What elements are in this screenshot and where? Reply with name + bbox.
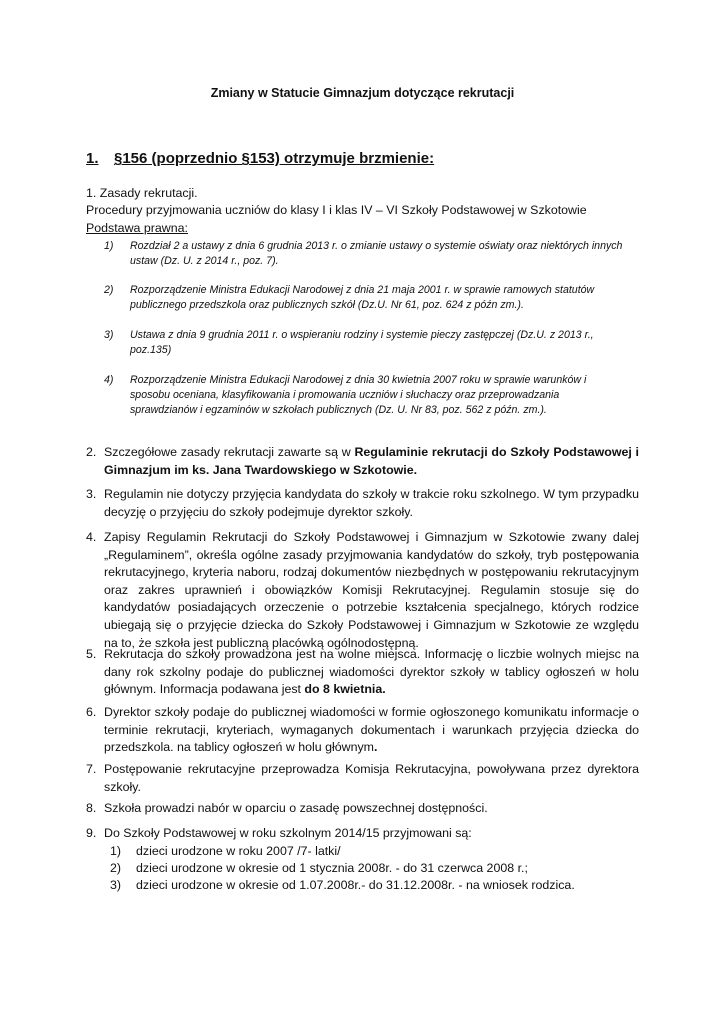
item-number: 2. <box>86 445 97 459</box>
legal-basis-text: Rozdział 2 a ustawy z dnia 6 grudnia 2013 r. o zmianie ustawy o systemie oświaty oraz niektórych innych ustaw (Dz. U. z 2014 r., poz. 7). <box>130 240 623 267</box>
list-item <box>86 761 639 796</box>
sub-list-item <box>104 877 624 895</box>
section-text: §156 (poprzednio §153) otrzymuje brzmienie: <box>114 150 435 167</box>
list-item <box>86 825 639 843</box>
legal-basis-label-text: Podstawa prawna: <box>86 221 188 235</box>
list-item <box>86 486 639 521</box>
list-item <box>86 529 639 652</box>
legal-basis-item <box>104 373 624 418</box>
item-text-regular: Rekrutacja do szkoły prowadzona jest na wolne miejsca. Informację o liczbie wolnych miejsc na dany rok szkolny podaje do publicznej wiadomości dyrektor szkoły w tablicy ogłoszeń w holu głównym. Informacja podawana jest <box>104 647 639 697</box>
legal-basis-number: 1) <box>104 240 114 252</box>
sub-item-text: dzieci urodzone w roku 2007 /7- latki/ <box>136 844 341 858</box>
item-text-regular: Szczegółowe zasady rekrutacji zawarte są w <box>104 445 355 459</box>
item-text: Do Szkoły Podstawowej w roku szkolnym 2014/15 przyjmowani są: <box>104 826 472 840</box>
legal-basis-number: 3) <box>104 329 114 341</box>
item-number: 9. <box>86 826 97 840</box>
section-number: 1. <box>86 150 99 167</box>
item-text-bold: do 8 kwietnia. <box>304 682 386 697</box>
item-text <box>104 444 639 479</box>
section-heading <box>86 150 434 167</box>
legal-basis-item <box>104 328 624 358</box>
item-text-regular: Dyrektor szkoły podaje do publicznej wiadomości w formie ogłoszonego komunikatu informacje o terminie rekrutacji, kryteriach, wymaganych dokumentach i warunkach przyjęcia dziecka do przedszkola. na tablicy ogłoszeń w holu głównym <box>104 705 639 755</box>
item-text-bold: . <box>373 740 378 755</box>
item-number: 6. <box>86 705 97 719</box>
item-number: 7. <box>86 762 97 776</box>
legal-basis-item <box>104 239 624 269</box>
item-text: Szkoła prowadzi nabór w oparciu o zasadę powszechnej dostępności. <box>104 801 488 815</box>
document-title: Zmiany w Statucie Gimnazjum dotyczące rekrutacji <box>210 86 515 100</box>
list-item <box>86 646 639 699</box>
list-item <box>86 704 639 757</box>
legal-basis-text: Ustawa z dnia 9 grudnia 2011 r. o wspieraniu rodziny i systemie pieczy zastępczej (Dz.U. z 2013 r., poz.135) <box>130 329 594 356</box>
item-text <box>104 646 639 699</box>
item-text-bold: Regulaminie rekrutacji do Szkoły Podstawowej i Gimnazjum im ks. Jana Twardowskiego w Szkotowie. <box>104 445 640 477</box>
sub-item-number: 3) <box>110 878 122 892</box>
item-number: 5. <box>86 647 97 661</box>
legal-basis-label <box>86 220 641 237</box>
item-number: 3. <box>86 487 97 501</box>
sub-list-item <box>104 860 624 878</box>
intro-line-1: 1. Zasady rekrutacji. <box>86 186 198 200</box>
sub-list-item <box>104 843 624 861</box>
sub-item-text: dzieci urodzone w okresie od 1.07.2008r.- do 31.12.2008r. - na wniosek rodzica. <box>136 878 575 892</box>
legal-basis-number: 2) <box>104 284 114 296</box>
list-item <box>86 444 639 479</box>
sub-item-number: 1) <box>110 844 122 858</box>
item-text <box>104 704 639 757</box>
legal-basis-item <box>104 283 624 313</box>
item-number: 8. <box>86 801 97 815</box>
item-text: Zapisy Regulamin Rekrutacji do Szkoły Podstawowej i Gimnazjum w Szkotowie zwany dalej „Regulaminem”, określa ogólne zasady przyjmowania kandydatów do szkoły, tryb postępowania rekrutacyjnego, kryteria naboru, rodzaj dokumentów niezbędnych w postępowaniu rekrutacyjnym oraz zakres uprawnień i obowiązków Komisji Rekrutacyjnej. Regulamin stosuje się do kandydatów posiadających orzeczenie o potrzebie kształcenia specjalnego, których rodzice ubiegają się o przyjęcie dziecka do Szkoły Podstawowej i Gimnazjum w Szkotowie ze względu na to, że szkoła jest publiczną placówką ogólnodostępną. <box>104 530 639 650</box>
sub-item-text: dzieci urodzone w okresie od 1 stycznia 2008r. - do 31 czerwca 2008 r.; <box>136 861 528 875</box>
item-number: 4. <box>86 530 97 544</box>
item-text: Postępowanie rekrutacyjne przeprowadza Komisja Rekrutacyjna, powoływana przez dyrektora szkoły. <box>104 762 639 794</box>
legal-basis-number: 4) <box>104 374 114 386</box>
sub-item-number: 2) <box>110 861 122 875</box>
intro-line-2: Procedury przyjmowania uczniów do klasy I i klas IV – VI Szkoły Podstawowej w Szkotowie <box>86 203 587 217</box>
legal-basis-text: Rozporządzenie Ministra Edukacji Narodowej z dnia 21 maja 2001 r. w sprawie ramowych statutów publicznego przedszkola oraz publicznych szkół (Dz.U. Nr 61, poz. 624 z późn zm.). <box>130 284 595 311</box>
list-item <box>86 800 639 818</box>
legal-basis-text: Rozporządzenie Ministra Edukacji Narodowej z dnia 30 kwietnia 2007 roku w sprawie warunków i sposobu oceniana, klasyfikowania i promowania uczniów i słuchaczy oraz przeprowadzania sprawdzianów i egzaminów w szkołach publicznych (Dz. U. Nr 83, poz. 562 z późn. zm.). <box>130 374 587 416</box>
item-text: Regulamin nie dotyczy przyjęcia kandydata do szkoły w trakcie roku szkolnego. W tym przypadku decyzję o przyjęciu do szkoły podejmuje dyrektor szkoły. <box>104 487 639 519</box>
